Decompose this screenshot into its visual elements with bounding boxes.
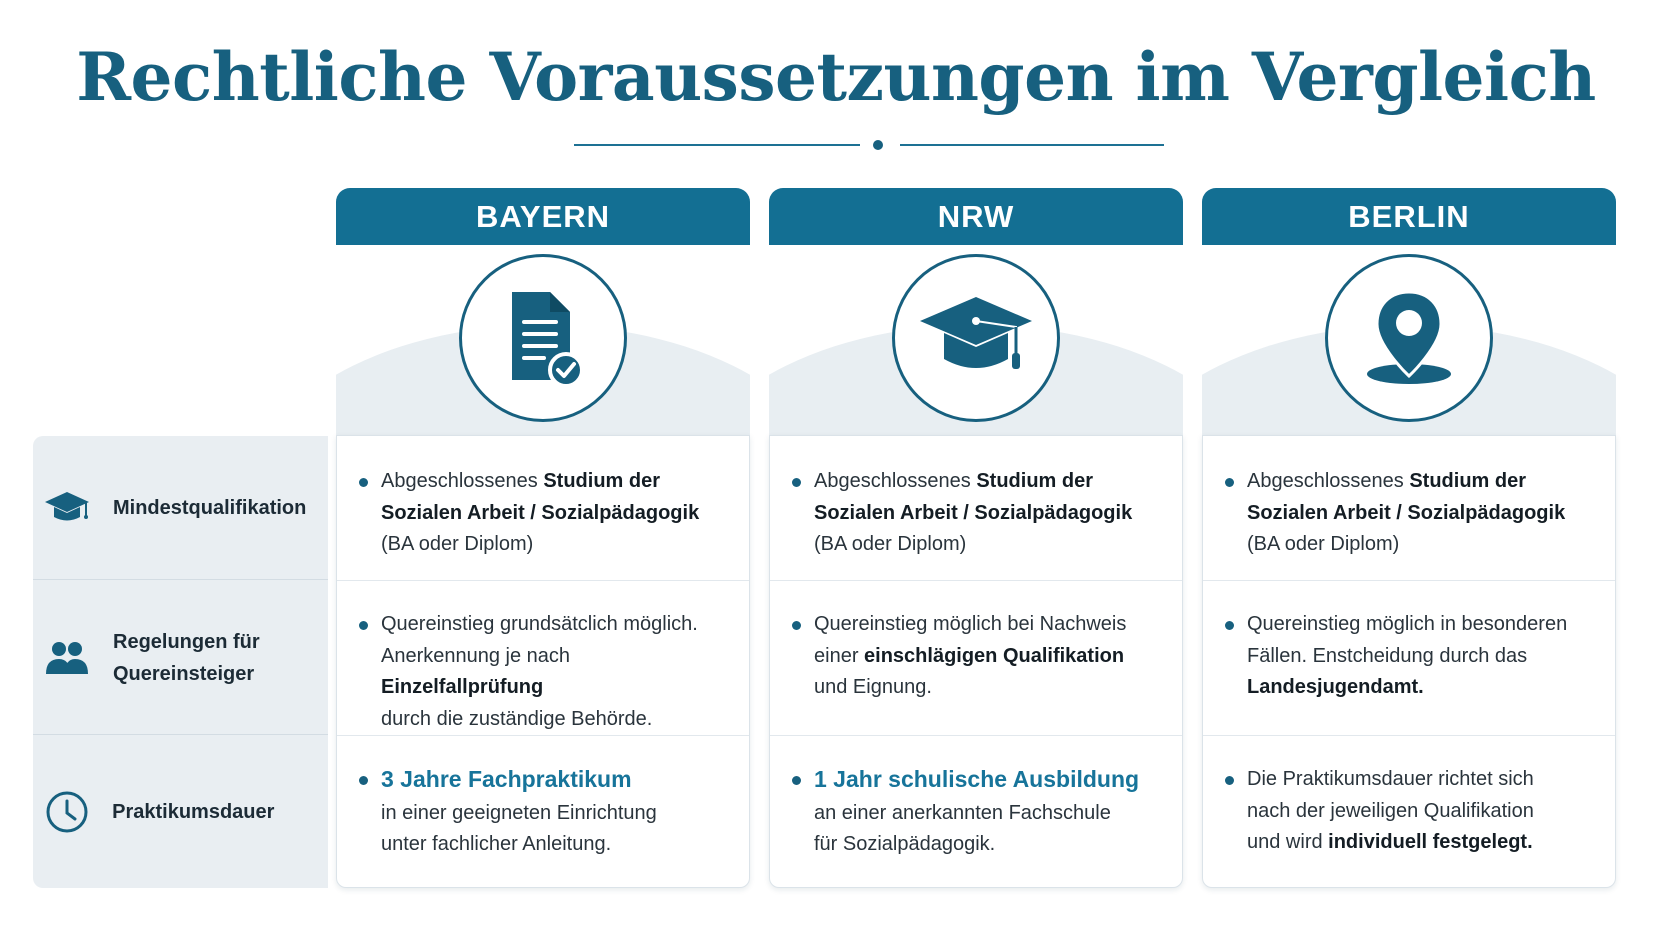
document-check-icon <box>498 288 588 388</box>
row-label-text: Praktikumsdauer <box>112 801 275 823</box>
graduation-cap-icon <box>43 484 91 532</box>
location-pin-icon <box>1359 288 1459 388</box>
row-label-mindestqualifikation <box>33 436 328 580</box>
column-card <box>1202 435 1616 888</box>
column-header: NRW <box>769 188 1183 245</box>
column-card <box>769 435 1183 888</box>
icon-badge <box>1325 254 1493 422</box>
row-labels-panel <box>33 436 328 888</box>
row-label-text: Mindestqualifikation <box>113 496 307 519</box>
title-divider <box>574 140 1164 150</box>
column-card <box>336 435 750 888</box>
icon-badge <box>459 254 627 422</box>
cell-mindestqualifikation: Abgeschlossenes Studium der Sozialen Arbeit / Sozialpädagogik (BA oder Diplom) <box>337 436 749 581</box>
cell-mindestqualifikation: Abgeschlossenes Studium der Sozialen Arbeit / Sozialpädagogik (BA oder Diplom) <box>1203 436 1615 581</box>
people-icon <box>43 634 91 682</box>
mortarboard-icon <box>916 293 1036 383</box>
row-label-praktikumsdauer <box>33 736 328 888</box>
cell-mindestqualifikation: Abgeschlossenes Studium der Sozialen Arbeit / Sozialpädagogik (BA oder Diplom) <box>770 436 1182 581</box>
cell-quereinsteiger: Quereinstieg grundsätclich möglich. Anerkennung je nach Einzelfallprüfung durch die zuständige Behörde. <box>337 581 749 736</box>
column-header: BAYERN <box>336 188 750 245</box>
row-label-text: Regelungen für Quereinsteiger <box>113 630 260 685</box>
cell-quereinsteiger: Quereinstieg möglich in besonderen Fällen. Enstcheidung durch das Landesjugendamt. <box>1203 581 1615 736</box>
column-nrw <box>769 188 1183 888</box>
cell-praktikumsdauer: Die Praktikumsdauer richtet sich nach der jeweiligen Qualifikation und wird individuell festgelegt. <box>1203 736 1615 888</box>
column-bayern <box>336 188 750 888</box>
column-header: BERLIN <box>1202 188 1616 245</box>
column-berlin <box>1202 188 1616 888</box>
page-title: Rechtliche Voraussetzungen im Vergleich <box>76 38 1596 116</box>
cell-praktikumsdauer: 1 Jahr schulische Ausbildung an einer anerkannten Fachschule für Sozialpädagogik. <box>770 736 1182 888</box>
clock-icon <box>43 788 90 836</box>
cell-quereinsteiger: Quereinstieg möglich bei Nachweis einer einschlägigen Qualifikation und Eignung. <box>770 581 1182 736</box>
row-label-quereinsteiger <box>33 581 328 735</box>
cell-praktikumsdauer: 3 Jahre Fachpraktikum in einer geeigneten Einrichtung unter fachlicher Anleitung. <box>337 736 749 888</box>
icon-badge <box>892 254 1060 422</box>
